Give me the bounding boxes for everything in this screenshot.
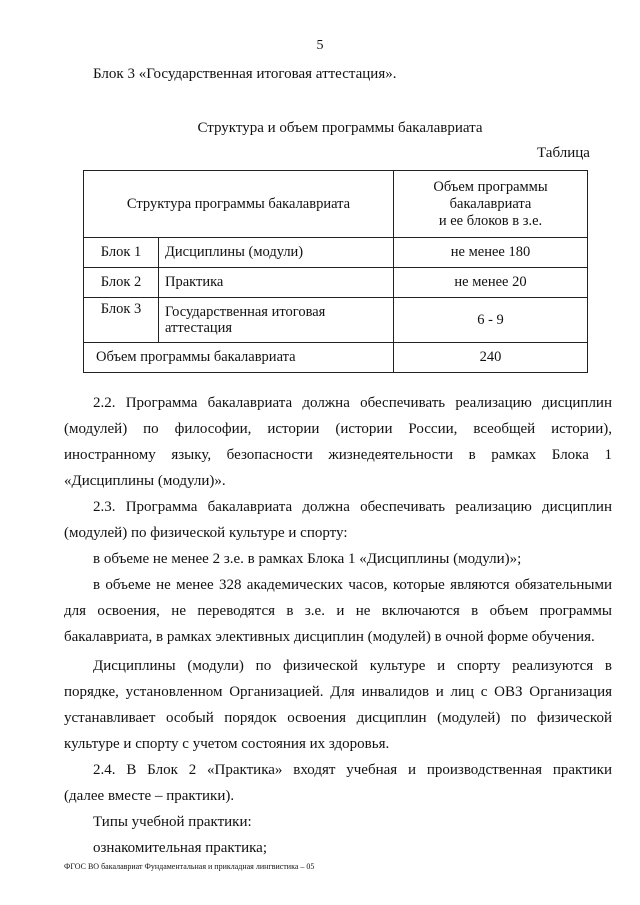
table-row — [84, 238, 588, 268]
volume-line-1: в объеме не менее 2 з.е. в рамках Блока 1 «Дисциплины (модули)»; — [93, 551, 522, 567]
practice-types-line: Типы учебной практики: — [93, 814, 252, 830]
volume-line-2c: бакалавриата, в рамках элективных дисциплин (модулей) в очной форме обучения. — [64, 629, 595, 645]
block-cell: Блок 3 — [84, 298, 159, 343]
table-caption: Структура и объем программы бакалавриата — [197, 120, 483, 136]
header-structure: Структура программы бакалавриата — [84, 171, 394, 238]
discipline-cell: Практика — [159, 268, 394, 298]
disciplines-line1: Дисциплины (модули) по физической культуре и спорту реализуются в — [93, 658, 612, 674]
block-cell: Блок 2 — [84, 268, 159, 298]
disciplines-line2: порядке, установленном Организацией. Для инвалидов и лиц с ОВЗ Организация — [64, 684, 612, 700]
para-2-4-line1: 2.4. В Блок 2 «Практика» входят учебная и производственная практики — [93, 762, 612, 778]
block3-line: Блок 3 «Государственная итоговая аттестация». — [93, 66, 397, 82]
header-volume: Объем программы бакалавриата и ее блоков в з.е. — [394, 171, 588, 238]
total-label: Объем программы бакалавриата — [84, 343, 394, 373]
table-row — [84, 268, 588, 298]
volume-cell: не менее 20 — [394, 268, 588, 298]
block-cell: Блок 1 — [84, 238, 159, 268]
para-2-2-line3: иностранному языку, безопасности жизнедеятельности в рамках Блока 1 — [64, 447, 612, 463]
discipline-cell: Государственная итоговая аттестация — [159, 298, 394, 343]
page-footer: ФГОС ВО бакалавриат Фундаментальная и прикладная лингвистика – 05 — [64, 862, 315, 871]
table-header-row — [84, 171, 588, 238]
volume-line-2b: для освоения, не переводятся в з.е. и не включаются в объем программы — [64, 603, 612, 619]
total-value: 240 — [394, 343, 588, 373]
table-label: Таблица — [537, 145, 590, 161]
volume-line-2a: в объеме не менее 328 академических часов, которые являются обязательными — [93, 577, 612, 593]
para-2-2-line4: «Дисциплины (модули)». — [64, 473, 226, 489]
disciplines-line4: культуре и спорту с учетом состояния их здоровья. — [64, 736, 390, 752]
table-row — [84, 298, 588, 343]
disciplines-line3: устанавливает особый порядок освоения дисциплин (модулей) по физической — [64, 710, 612, 726]
intro-practice-line: ознакомительная практика; — [93, 840, 267, 856]
structure-table — [83, 170, 588, 373]
para-2-3-line2: (модулей) по физической культуре и спорту: — [64, 525, 348, 541]
volume-cell: не менее 180 — [394, 238, 588, 268]
para-2-3-line1: 2.3. Программа бакалавриата должна обеспечивать реализацию дисциплин — [93, 499, 612, 515]
discipline-cell: Дисциплины (модули) — [159, 238, 394, 268]
para-2-2-line2: (модулей) по философии, истории (истории России, всеобщей истории), — [64, 421, 612, 437]
table-total-row — [84, 343, 588, 373]
volume-cell: 6 - 9 — [394, 298, 588, 343]
page-number: 5 — [316, 38, 324, 53]
para-2-4-line2: (далее вместе – практики). — [64, 788, 235, 804]
para-2-2-line1: 2.2. Программа бакалавриата должна обеспечивать реализацию дисциплин — [93, 395, 612, 411]
